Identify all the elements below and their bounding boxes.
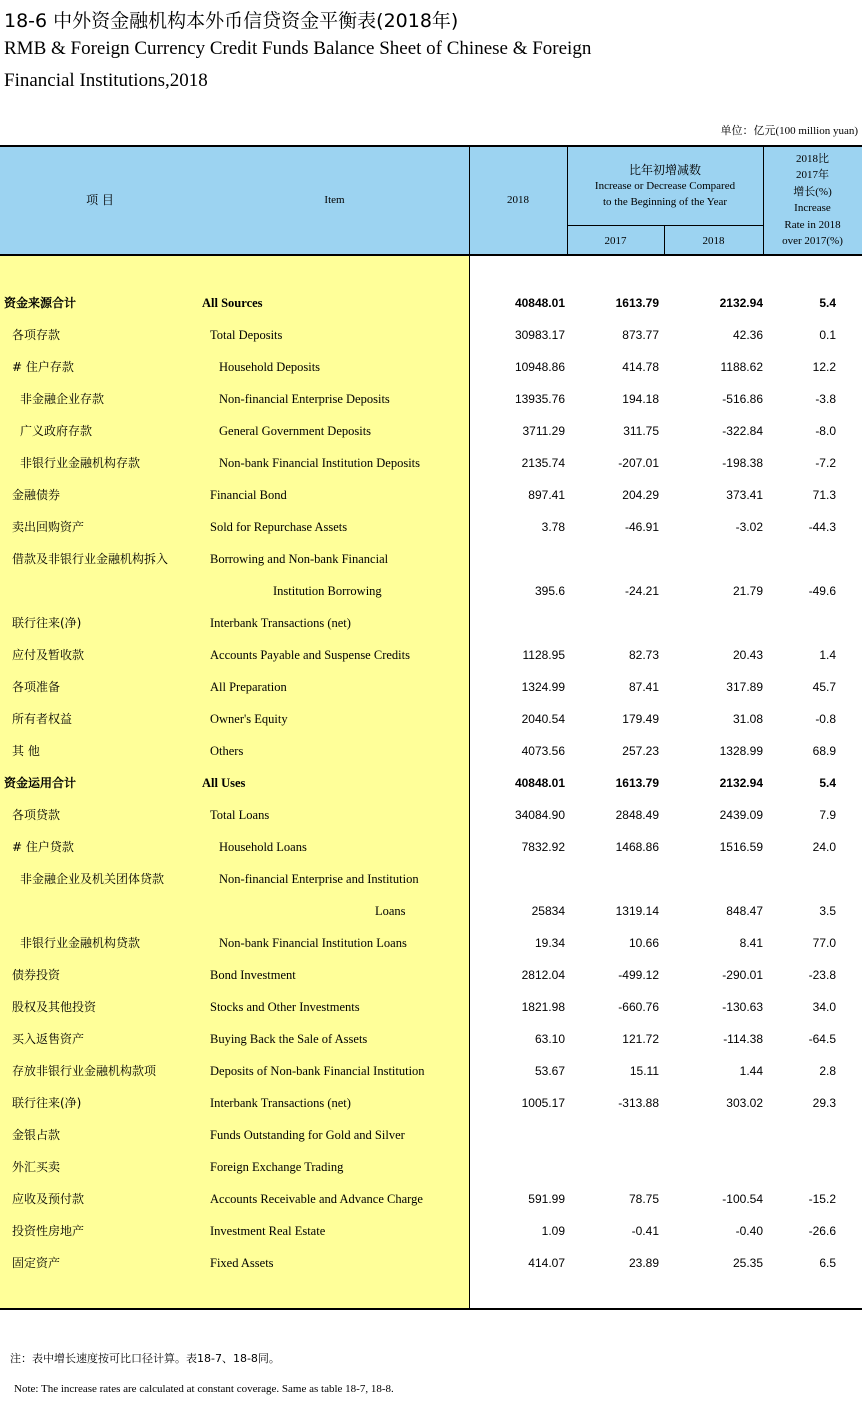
header-item-en: Item: [324, 194, 345, 206]
header-rate-en1: Increase: [794, 202, 831, 214]
row-item-en: Household Loans: [219, 840, 307, 854]
row-growth-rate: 71.3: [812, 488, 836, 502]
row-item-en: Sold for Repurchase Assets: [210, 520, 348, 534]
row-growth-rate: -49.6: [808, 584, 836, 598]
row-item-en: Deposits of Non-bank Financial Institution: [210, 1064, 425, 1078]
row-growth-rate: 45.7: [812, 680, 836, 694]
row-item-cn: 存放非银行业金融机构款项: [12, 1064, 157, 1078]
row-change-2017: 204.29: [622, 488, 659, 502]
row-value-2018: 1821.98: [521, 1000, 565, 1014]
row-value-2018: 1324.99: [521, 680, 565, 694]
row-change-2017: -313.88: [618, 1096, 659, 1110]
row-value-2018: 2135.74: [521, 456, 565, 470]
row-change-2018: 2439.09: [719, 808, 763, 822]
row-item-en: Total Deposits: [210, 328, 283, 342]
row-change-2018: -114.38: [723, 1032, 763, 1046]
row-change-2017: -24.21: [624, 584, 659, 598]
row-growth-rate: 24.0: [812, 840, 836, 854]
row-change-2018: -0.40: [735, 1224, 763, 1238]
header-rate-en3: over 2017(%): [782, 235, 843, 247]
row-growth-rate: -15.2: [808, 1192, 836, 1206]
row-value-2018: 40848.01: [514, 296, 565, 310]
row-item-en: Non-financial Enterprise and Institution: [219, 872, 419, 886]
row-change-2018: 2132.94: [719, 776, 763, 790]
table-row: [0, 1119, 862, 1151]
table-row: [0, 415, 862, 447]
footnote-cn: 注：表中增长速度按可比口径计算。表18-7、18-8同。: [10, 1352, 280, 1365]
row-item-cn: 非银行业金融机构存款: [20, 456, 141, 470]
row-change-2017: 78.75: [628, 1192, 659, 1206]
row-change-2017: 257.23: [622, 744, 659, 758]
row-item-en: Non-financial Enterprise Deposits: [219, 392, 390, 406]
row-item-cn: 各项准备: [12, 680, 61, 694]
row-value-2018: 395.6: [534, 584, 565, 598]
header-increase-cn: 比年初增减数: [628, 163, 701, 177]
row-change-2018: 1328.99: [719, 744, 763, 758]
row-change-2018: 8.41: [739, 936, 763, 950]
unit-label: 单位：亿元(100 million yuan): [720, 125, 858, 137]
row-change-2018: 21.79: [732, 584, 763, 598]
row-item-en: All Uses: [202, 776, 246, 790]
row-item-en: Accounts Payable and Suspense Credits: [210, 648, 410, 662]
table-row: [0, 1247, 862, 1279]
table-row: [0, 895, 862, 927]
table-row: [0, 1151, 862, 1183]
table-row: [0, 863, 862, 895]
row-item-en: Bond Investment: [210, 968, 296, 982]
table-row: [0, 1023, 862, 1055]
row-item-en: Owner's Equity: [210, 712, 288, 726]
header-rate-cn1: 2018比: [796, 152, 829, 165]
row-item-cn: 各项贷款: [12, 808, 61, 822]
row-growth-rate: 29.3: [812, 1096, 836, 1110]
row-item-en: General Government Deposits: [219, 424, 372, 438]
row-value-2018: 3711.29: [522, 424, 565, 438]
row-change-2018: 848.47: [726, 904, 763, 918]
row-item-en: Accounts Receivable and Advance Charge: [210, 1192, 423, 1206]
header-increase-en2: to the Beginning of the Year: [602, 196, 728, 208]
table-row: [0, 287, 862, 319]
header-item-cn: 项 目: [86, 193, 114, 207]
row-item-en: All Sources: [202, 296, 263, 310]
row-item-cn: 非银行业金融机构贷款: [20, 936, 141, 950]
row-item-en: Others: [210, 744, 244, 758]
row-change-2018: 25.35: [732, 1256, 763, 1270]
row-change-2018: 20.43: [732, 648, 763, 662]
row-item-en: Total Loans: [210, 808, 270, 822]
page-title-en-line2: Financial Institutions,2018: [4, 70, 208, 91]
row-item-cn: 资金运用合计: [4, 776, 77, 790]
row-item-cn: 投资性房地产: [12, 1224, 85, 1238]
table-row: [0, 511, 862, 543]
row-change-2018: -516.86: [722, 392, 763, 406]
table-row: [0, 383, 862, 415]
header-rate-group: [763, 147, 862, 253]
table-row: [0, 575, 862, 607]
row-value-2018: 2040.54: [521, 712, 565, 726]
row-change-2017: -660.76: [618, 1000, 659, 1014]
page-title-en-line1: RMB & Foreign Currency Credit Funds Balance Sheet of Chinese & Foreign: [4, 38, 592, 59]
row-item-en: Interbank Transactions (net): [210, 1096, 351, 1110]
table-row: [0, 831, 862, 863]
header-2018: 2018: [507, 194, 529, 206]
row-item-cn: 金银占款: [12, 1128, 61, 1142]
row-value-2018: 25834: [531, 904, 565, 918]
row-change-2018: -3.02: [735, 520, 763, 534]
row-growth-rate: 68.9: [812, 744, 836, 758]
row-change-2018: 1516.59: [719, 840, 763, 854]
row-growth-rate: -26.6: [808, 1224, 836, 1238]
row-change-2018: -290.01: [722, 968, 763, 982]
row-value-2018: 1005.17: [521, 1096, 565, 1110]
row-item-en: Household Deposits: [219, 360, 321, 374]
row-value-2018: 591.99: [528, 1192, 565, 1206]
row-value-2018: 7832.92: [521, 840, 565, 854]
balance-sheet-table: [0, 145, 862, 1310]
row-item-en: Funds Outstanding for Gold and Silver: [210, 1128, 405, 1142]
row-item-en: Non-bank Financial Institution Deposits: [219, 456, 421, 470]
row-growth-rate: 5.4: [819, 776, 836, 790]
row-item-cn: 借款及非银行业金融机构拆入: [12, 552, 169, 566]
row-growth-rate: -3.8: [815, 392, 836, 406]
row-growth-rate: 7.9: [819, 808, 836, 822]
row-change-2017: 10.66: [628, 936, 659, 950]
header-sub-2017: 2017: [604, 234, 627, 247]
row-value-2018: 4073.56: [521, 744, 565, 758]
row-change-2017: 121.72: [622, 1032, 659, 1046]
row-value-2018: 13935.76: [514, 392, 565, 406]
row-item-cn: 广义政府存款: [20, 424, 93, 438]
row-item-cn: 其 他: [12, 744, 40, 758]
table-row: [0, 703, 862, 735]
row-item-cn: 联行往来(净): [12, 1096, 82, 1110]
row-item-en: Fixed Assets: [210, 1256, 274, 1270]
row-item-cn: 应收及预付款: [12, 1192, 85, 1206]
table-row: [0, 735, 862, 767]
table-row: [0, 607, 862, 639]
row-item-en: Buying Back the Sale of Assets: [210, 1032, 368, 1046]
table-row: [0, 671, 862, 703]
row-value-2018: 2812.04: [521, 968, 565, 982]
row-change-2018: 317.89: [726, 680, 763, 694]
table-row: [0, 319, 862, 351]
row-change-2017: 23.89: [628, 1256, 659, 1270]
row-change-2018: 303.02: [726, 1096, 763, 1110]
header-rate-cn2: 2017年: [796, 169, 829, 181]
row-item-cn: 买入返售资产: [12, 1032, 85, 1046]
row-growth-rate: -7.2: [815, 456, 836, 470]
row-growth-rate: 12.2: [812, 360, 836, 374]
row-growth-rate: -0.8: [815, 712, 836, 726]
row-change-2017: 1319.14: [615, 904, 659, 918]
row-item-en: Non-bank Financial Institution Loans: [219, 936, 407, 950]
row-change-2017: 414.78: [622, 360, 659, 374]
table-row: [0, 351, 862, 383]
row-change-2017: 82.73: [628, 648, 659, 662]
row-item-en: Loans: [375, 904, 406, 918]
table-row: [0, 639, 862, 671]
row-change-2018: -198.38: [722, 456, 763, 470]
row-change-2017: 15.11: [629, 1064, 659, 1078]
row-growth-rate: 77.0: [812, 936, 836, 950]
row-value-2018: 1.09: [541, 1224, 565, 1238]
row-value-2018: 40848.01: [514, 776, 565, 790]
row-change-2018: 31.08: [732, 712, 763, 726]
row-item-cn: 固定资产: [12, 1256, 61, 1270]
table-row: [0, 767, 862, 799]
row-item-cn: 联行往来(净): [12, 616, 82, 630]
row-value-2018: 3.78: [541, 520, 565, 534]
row-item-en: Interbank Transactions (net): [210, 616, 351, 630]
row-change-2017: 1613.79: [615, 296, 659, 310]
row-value-2018: 19.34: [534, 936, 565, 950]
row-item-en: Investment Real Estate: [210, 1224, 326, 1238]
row-item-cn: 非金融企业及机关团体贷款: [20, 872, 165, 886]
table-row: [0, 479, 862, 511]
row-change-2017: 2848.49: [615, 808, 659, 822]
row-value-2018: 63.10: [534, 1032, 565, 1046]
row-value-2018: 30983.17: [514, 328, 565, 342]
row-item-en: Foreign Exchange Trading: [210, 1160, 344, 1174]
table-row: [0, 1055, 862, 1087]
row-change-2018: -322.84: [722, 424, 763, 438]
row-growth-rate: 1.4: [819, 648, 836, 662]
row-change-2017: -499.12: [618, 968, 659, 982]
row-growth-rate: -64.5: [808, 1032, 836, 1046]
row-change-2018: -130.63: [722, 1000, 763, 1014]
row-item-cn: 各项存款: [12, 328, 61, 342]
table-row: [0, 1215, 862, 1247]
row-change-2017: 179.49: [622, 712, 659, 726]
row-value-2018: 34084.90: [514, 808, 565, 822]
table-row: [0, 1087, 862, 1119]
table-row: [0, 959, 862, 991]
row-change-2017: -0.41: [631, 1224, 659, 1238]
table-row: [0, 1183, 862, 1215]
row-change-2018: 1.44: [739, 1064, 763, 1078]
row-value-2018: 897.41: [528, 488, 565, 502]
row-change-2017: 311.75: [623, 424, 659, 438]
row-growth-rate: 2.8: [819, 1064, 836, 1078]
row-change-2017: 1613.79: [615, 776, 659, 790]
row-value-2018: 1128.95: [522, 648, 565, 662]
row-item-cn: 所有者权益: [12, 712, 73, 726]
row-value-2018: 10948.86: [514, 360, 565, 374]
row-item-cn: 金融债券: [12, 488, 61, 502]
row-change-2018: 42.36: [732, 328, 763, 342]
row-growth-rate: 5.4: [819, 296, 836, 310]
row-change-2018: -100.54: [722, 1192, 763, 1206]
row-value-2018: 53.67: [534, 1064, 565, 1078]
row-item-cn: 非金融企业存款: [20, 392, 105, 406]
header-sub-2018: 2018: [702, 234, 725, 247]
row-change-2017: 87.41: [628, 680, 659, 694]
row-item-cn: 股权及其他投资: [12, 1000, 97, 1014]
row-change-2017: -46.91: [624, 520, 659, 534]
row-change-2017: -207.01: [618, 456, 659, 470]
row-growth-rate: -8.0: [815, 424, 836, 438]
table-row: [0, 927, 862, 959]
table-row: [0, 799, 862, 831]
row-growth-rate: 3.5: [819, 904, 836, 918]
row-item-en: Institution Borrowing: [273, 584, 382, 598]
header-increase-group: [567, 153, 763, 219]
row-item-cn: 外汇买卖: [12, 1160, 61, 1174]
row-growth-rate: -44.3: [808, 520, 836, 534]
row-change-2017: 194.18: [622, 392, 659, 406]
table-row: [0, 991, 862, 1023]
row-change-2018: 2132.94: [719, 296, 763, 310]
header-rate-en2: Rate in 2018: [784, 218, 841, 231]
row-item-en: Financial Bond: [210, 488, 287, 502]
page-title-cn: 18-6 中外资金融机构本外币信贷资金平衡表(2018年): [4, 10, 459, 32]
row-item-en: Stocks and Other Investments: [210, 1000, 360, 1014]
row-item-cn: 债券投资: [12, 968, 61, 982]
row-change-2018: 373.41: [726, 488, 763, 502]
row-item-cn: # 住户贷款: [12, 840, 74, 854]
row-item-en: All Preparation: [210, 680, 287, 694]
table-row: [0, 543, 862, 575]
row-growth-rate: 0.1: [819, 328, 836, 342]
table-row: [0, 447, 862, 479]
row-growth-rate: -23.8: [808, 968, 836, 982]
row-item-cn: # 住户存款: [12, 360, 74, 374]
row-item-cn: 应付及暂收款: [12, 648, 85, 662]
row-change-2018: 1188.62: [720, 360, 763, 374]
table-bottom-border: [0, 1308, 862, 1310]
footnote-en: Note: The increase rates are calculated at constant coverage. Same as table 18-7, 18-8.: [14, 1383, 394, 1395]
header-rate-cn3: 增长(%): [793, 185, 832, 198]
row-change-2017: 1468.86: [615, 840, 659, 854]
row-change-2017: 873.77: [622, 328, 659, 342]
row-item-en: Borrowing and Non-bank Financial: [210, 552, 389, 566]
row-growth-rate: 6.5: [819, 1256, 836, 1270]
header-increase-en1: Increase or Decrease Compared: [594, 180, 736, 192]
row-growth-rate: 34.0: [812, 1000, 836, 1014]
row-value-2018: 414.07: [528, 1256, 565, 1270]
row-item-cn: 卖出回购资产: [12, 520, 85, 534]
row-item-cn: 资金来源合计: [4, 296, 77, 310]
